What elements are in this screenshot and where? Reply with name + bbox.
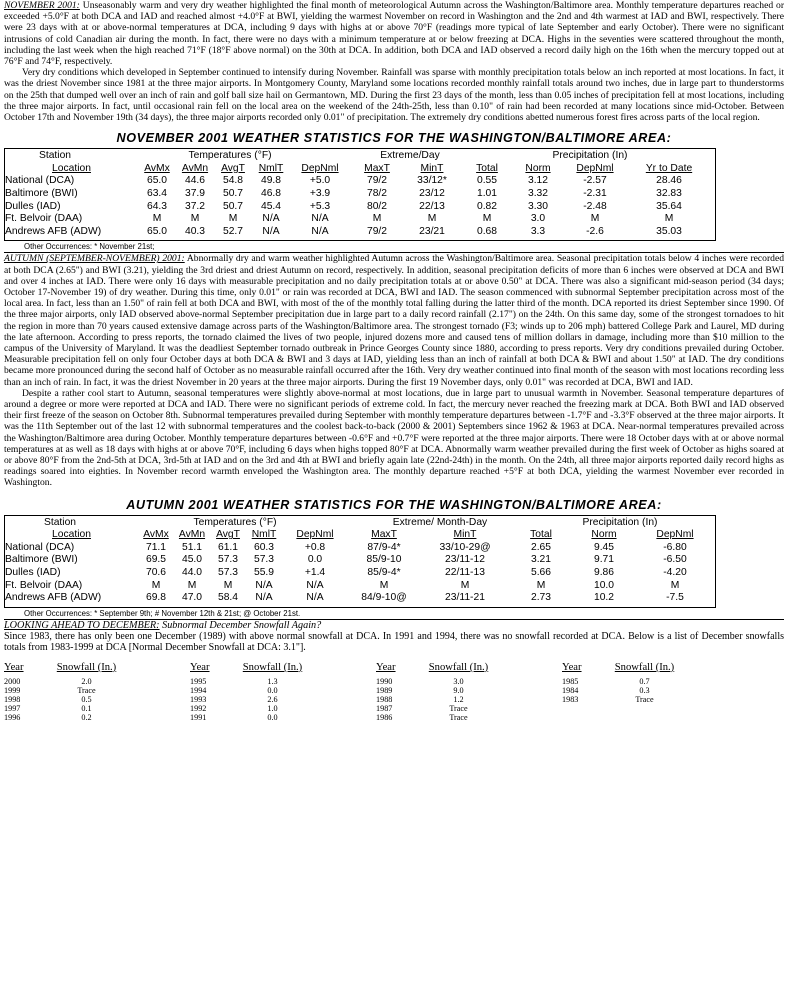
table-row bbox=[5, 567, 715, 580]
table-cell: 69.8 bbox=[145, 592, 167, 604]
table-cell: N/A bbox=[311, 213, 329, 225]
snowfall-value: 0.5 bbox=[81, 694, 92, 704]
snowfall-year: 1983 bbox=[562, 694, 579, 704]
table-row bbox=[5, 580, 715, 593]
column-header: DepNml bbox=[576, 162, 614, 174]
table-cell: 0.82 bbox=[476, 200, 498, 212]
year-header: Year bbox=[190, 661, 210, 673]
column-header: AvMx bbox=[143, 529, 169, 541]
snowfall-year: 1986 bbox=[376, 712, 393, 722]
snowfall-year: 1997 bbox=[4, 703, 21, 713]
snowfall-row bbox=[4, 677, 134, 686]
table-cell: 40.3 bbox=[184, 225, 206, 237]
table-cell: 65.0 bbox=[146, 225, 168, 237]
table-cell: +1.4 bbox=[304, 567, 326, 579]
table-row bbox=[5, 188, 715, 201]
column-header: NmlT bbox=[258, 162, 284, 174]
table-cell: National (DCA) bbox=[5, 175, 75, 187]
snowfall-value: Trace bbox=[449, 712, 468, 722]
column-header: AvMn bbox=[178, 529, 206, 541]
table-row bbox=[5, 201, 715, 214]
november-paragraph-2: Very dry conditions which developed in September continued to intensify during November. Rainfall was sparse with monthly precipitation totals below an inch reported at most locations. In fact, it was the driest November since 1981 at the three major airports. In Montgomery County, Maryland some locations recorded monthly rainfall totals around two inches, due in large part to thunderstorms on the 25th that dumped well over an inch of rain and golf ball size hail on Germantown, MD. During the first 23 days of the month, less than 0.05 inches of precipitation fell at most locations, including the three major airports. In fact, until occasional rain fell on the local area on the weekend of the 24th-25th, less than 0.10" of rain had been recorded at many locations since mid-October. Between October 17th and November 19th (34 days), the three major airports recorded only 0.01" of precipitation. The extremely dry conditions abetted numerous forest fires across parts of the local region. bbox=[4, 67, 784, 124]
snowfall-column-group bbox=[4, 662, 134, 722]
autumn-table-title: AUTUMN 2001 WEATHER STATISTICS FOR THE WASHINGTON/BALTIMORE AREA: bbox=[126, 497, 662, 512]
table-cell: Dulles (IAD) bbox=[5, 200, 61, 212]
table-cell: M bbox=[151, 579, 161, 591]
table-cell: 22/13 bbox=[419, 200, 445, 212]
table-cell: 61.1 bbox=[217, 541, 239, 553]
snowfall-value: 0.7 bbox=[639, 676, 650, 686]
november-stats-section bbox=[4, 131, 784, 253]
column-header: Location bbox=[52, 529, 91, 541]
table-cell: -2.48 bbox=[583, 200, 607, 212]
year-header: Year bbox=[4, 661, 24, 673]
snowfall-row bbox=[376, 713, 506, 722]
column-header: AvMn bbox=[181, 162, 209, 174]
table-cell: 23/21 bbox=[419, 225, 445, 237]
table-cell: 52.7 bbox=[222, 225, 244, 237]
snowfall-value: 3.0 bbox=[453, 676, 464, 686]
snowfall-year: 1985 bbox=[562, 676, 579, 686]
group-temperatures: Temperatures (°F) bbox=[188, 150, 272, 162]
table-cell: 45.0 bbox=[181, 554, 203, 566]
table-cell: 3.30 bbox=[527, 200, 549, 212]
table-cell: 5.66 bbox=[530, 567, 552, 579]
table-cell: N/A bbox=[306, 579, 324, 591]
snowfall-row bbox=[190, 695, 320, 704]
snowfall-value: 1.0 bbox=[267, 703, 278, 713]
snowfall-value: 0.3 bbox=[639, 685, 650, 695]
snowfall-year: 1989 bbox=[376, 685, 393, 695]
table-cell: N/A bbox=[262, 225, 280, 237]
table-cell: Ft. Belvoir (DAA) bbox=[5, 213, 83, 225]
snowfall-year: 1998 bbox=[4, 694, 21, 704]
column-header: Total bbox=[530, 529, 552, 541]
table-cell: M bbox=[228, 213, 238, 225]
table-cell: 23/11-12 bbox=[445, 554, 485, 566]
table-cell: 71.1 bbox=[145, 541, 167, 553]
table-cell: 2.65 bbox=[530, 541, 552, 553]
snowfall-row bbox=[190, 704, 320, 713]
snowfall-row bbox=[190, 677, 320, 686]
november-heading: NOVEMBER 2001: bbox=[4, 0, 80, 11]
table-cell: 51.1 bbox=[181, 541, 203, 553]
table-cell: 3.0 bbox=[530, 213, 546, 225]
snowfall-year: 1991 bbox=[190, 712, 207, 722]
table-cell: 65.0 bbox=[146, 175, 168, 187]
table-cell: N/A bbox=[255, 579, 273, 591]
table-group-header bbox=[5, 517, 715, 530]
november-stats-table bbox=[4, 148, 716, 241]
table-cell: 22/11-13 bbox=[445, 567, 485, 579]
december-snowfall-table bbox=[4, 662, 784, 730]
snowfall-column-group bbox=[376, 662, 506, 722]
table-cell: 87/9-4* bbox=[367, 541, 401, 553]
table-cell: N/A bbox=[255, 592, 273, 604]
column-header: MaxT bbox=[364, 162, 390, 174]
snowfall-value: 0.1 bbox=[81, 703, 92, 713]
column-header: Yr to Date bbox=[645, 162, 693, 174]
table-cell: M bbox=[223, 579, 233, 591]
snowfall-year: 1992 bbox=[190, 703, 207, 713]
table-cell: 69.5 bbox=[145, 554, 167, 566]
column-header: DepNml bbox=[296, 529, 334, 541]
table-cell: 0.55 bbox=[476, 175, 498, 187]
snowfall-row bbox=[376, 704, 506, 713]
group-temperatures: Temperatures (°F) bbox=[193, 516, 277, 528]
column-header: MinT bbox=[453, 529, 477, 541]
snowfall-year: 1995 bbox=[190, 676, 207, 686]
snowfall-header bbox=[376, 662, 506, 674]
table-column-header bbox=[5, 529, 715, 542]
snowfall-year: 2000 bbox=[4, 676, 21, 686]
table-cell: -7.5 bbox=[666, 592, 684, 604]
table-cell: 85/9-10 bbox=[366, 554, 402, 566]
column-header: Norm bbox=[591, 529, 617, 541]
table-cell: 44.6 bbox=[184, 175, 206, 187]
table-cell: 10.2 bbox=[593, 592, 615, 604]
table-cell: 57.3 bbox=[253, 554, 275, 566]
table-cell: 28.46 bbox=[656, 175, 682, 187]
table-cell: 80/2 bbox=[366, 200, 388, 212]
autumn-paragraph-2: Despite a rather cool start to Autumn, seasonal temperatures were slightly above-normal at most locations, due in large part to unusual warmth in November. Seasonal temperature departures of around a degree or more were reported at DCA and IAD. There were no significant periods of extreme cold. In fact, the mercury never reached the freezing mark at DCA. Both BWI and IAD observed their first freeze of the season on October 8th. Subnormal temperatures prevailed during September with monthly temperature departures between -1.7°F and -3.3°F observed at the three major airports. It was the 11th September out of the last 12 with subnormal temperatures and the coolest back-to-back (2000 & 2001) Septembers since 1962 & 1963 at DCA. Near-normal temperatures prevailed across the Washington/Baltimore area during October. Monthly temperature departures between -0.6°F and +0.7°F were reported at the three major airports. There were 18 October days with at or above normal temperatures at as well as 18 days with highs at or above 70°F, including 6 days when highs topped 80°F at DCA. Abnormally warm weather prevailed during the first week of October as highs soared at or above 80°F from the 2nd-5th at DCA, 3rd-5th at IAD and on the 3rd and 4th at BWI and briefly again late (22nd-24th) in the month. On the 24th, all three major airports reported daily record highs as readings soared into eighties. In November record warmth enveloped the Washington area. The monthly departure reached +5°F at both DCA, yielding the warmest November ever recorded in Washington. bbox=[4, 387, 784, 489]
autumn-other-occurrences: Other Occurrences: * September 9th; # November 12th & 21st; @ October 21st. bbox=[24, 608, 301, 618]
table-cell: 84/9-10@ bbox=[361, 592, 407, 604]
column-header: NmlT bbox=[251, 529, 277, 541]
table-cell: 45.4 bbox=[260, 200, 282, 212]
autumn-summary bbox=[4, 253, 784, 488]
table-row bbox=[5, 175, 715, 188]
snowfall-header bbox=[190, 662, 320, 674]
autumn-heading: AUTUMN (SEPTEMBER-NOVEMBER) 2001: bbox=[4, 253, 185, 265]
table-cell: M bbox=[152, 213, 162, 225]
snowfall-row bbox=[4, 704, 134, 713]
table-cell: N/A bbox=[311, 225, 329, 237]
table-cell: 55.9 bbox=[253, 567, 275, 579]
column-header: DepNml bbox=[301, 162, 339, 174]
snowfall-row bbox=[376, 677, 506, 686]
column-header: MinT bbox=[420, 162, 444, 174]
table-cell: -6.50 bbox=[663, 554, 687, 566]
table-cell: Baltimore (BWI) bbox=[5, 188, 78, 200]
table-cell: 9.86 bbox=[593, 567, 615, 579]
column-header: Total bbox=[476, 162, 498, 174]
column-header: AvMx bbox=[144, 162, 170, 174]
table-cell: -6.80 bbox=[663, 541, 687, 553]
column-header: AvgT bbox=[216, 529, 240, 541]
snowfall-header-label: Snowfall (In.) bbox=[428, 661, 489, 673]
table-cell: -2.31 bbox=[583, 188, 607, 200]
column-header: DepNml bbox=[656, 529, 694, 541]
table-cell: 78/2 bbox=[366, 188, 388, 200]
snowfall-row bbox=[190, 686, 320, 695]
snowfall-row bbox=[562, 677, 692, 686]
snowfall-row bbox=[4, 713, 134, 722]
table-cell: 10.0 bbox=[593, 579, 615, 591]
snowfall-value: 9.0 bbox=[453, 685, 464, 695]
table-cell: +3.9 bbox=[309, 188, 331, 200]
group-extreme: Extreme/Day bbox=[380, 150, 440, 162]
table-row bbox=[5, 592, 715, 605]
table-cell: Andrews AFB (ADW) bbox=[5, 592, 102, 604]
november-table-title: NOVEMBER 2001 WEATHER STATISTICS FOR THE WASHINGTON/BALTIMORE AREA: bbox=[116, 131, 672, 146]
snowfall-year: 1984 bbox=[562, 685, 579, 695]
table-cell: M bbox=[536, 579, 546, 591]
table-cell: 49.8 bbox=[260, 175, 282, 187]
table-row bbox=[5, 554, 715, 567]
snowfall-year: 1990 bbox=[376, 676, 393, 686]
table-cell: 35.64 bbox=[656, 200, 682, 212]
table-cell: 50.7 bbox=[222, 200, 244, 212]
column-header: AvgT bbox=[221, 162, 245, 174]
table-cell: 85/9-4* bbox=[367, 567, 401, 579]
table-cell: 57.3 bbox=[217, 567, 239, 579]
table-cell: +0.8 bbox=[304, 541, 326, 553]
autumn-stats-section bbox=[4, 498, 784, 620]
column-header: Norm bbox=[525, 162, 551, 174]
autumn-stats-table bbox=[4, 515, 716, 608]
table-cell: 64.3 bbox=[146, 200, 168, 212]
table-cell: 3.21 bbox=[530, 554, 552, 566]
table-column-header bbox=[5, 163, 715, 176]
december-heading-line bbox=[4, 620, 784, 631]
table-cell: 37.9 bbox=[184, 188, 206, 200]
snowfall-row bbox=[190, 713, 320, 722]
table-cell: Baltimore (BWI) bbox=[5, 554, 78, 566]
table-cell: 23/12 bbox=[419, 188, 445, 200]
table-cell: +5.0 bbox=[309, 175, 331, 187]
december-outlook bbox=[4, 620, 784, 730]
group-extreme: Extreme/ Month-Day bbox=[392, 516, 488, 528]
table-cell: -2.57 bbox=[583, 175, 607, 187]
column-header: MaxT bbox=[371, 529, 397, 541]
snowfall-column-group bbox=[562, 662, 692, 704]
snowfall-year: 1987 bbox=[376, 703, 393, 713]
december-subheading: Subnormal December Snowfall Again? bbox=[162, 619, 322, 631]
snowfall-value: Trace bbox=[449, 703, 468, 713]
table-cell: 1.01 bbox=[476, 188, 498, 200]
snowfall-value: 1.3 bbox=[267, 676, 278, 686]
snowfall-row bbox=[562, 695, 692, 704]
snowfall-value: 0.0 bbox=[267, 685, 278, 695]
column-header: Location bbox=[52, 162, 91, 174]
table-cell: N/A bbox=[306, 592, 324, 604]
table-cell: M bbox=[372, 213, 382, 225]
snowfall-value: 2.6 bbox=[267, 694, 278, 704]
table-cell: 2.73 bbox=[530, 592, 552, 604]
snowfall-value: 0.2 bbox=[81, 712, 92, 722]
snowfall-row bbox=[4, 695, 134, 704]
snowfall-value: Trace bbox=[635, 694, 654, 704]
table-cell: 50.7 bbox=[222, 188, 244, 200]
snowfall-header bbox=[4, 662, 134, 674]
table-cell: 79/2 bbox=[366, 175, 388, 187]
snowfall-header-label: Snowfall (In.) bbox=[614, 661, 675, 673]
table-cell: 0.0 bbox=[307, 554, 323, 566]
snowfall-year: 1993 bbox=[190, 694, 207, 704]
november-other-occurrences: Other Occurrences: * November 21st; bbox=[24, 242, 155, 252]
december-paragraph: Since 1983, there has only been one December (1989) with above normal snowfall at DCA. In 1991 and 1994, there was no snowfall recorded at DCA. Below is a list of December snowfalls totals from 1983-1999 at DCA [Normal December Snowfall at DCA: 3.1"]. bbox=[4, 631, 784, 654]
table-cell: 79/2 bbox=[366, 225, 388, 237]
table-body bbox=[5, 175, 715, 238]
snowfall-value: 0.0 bbox=[267, 712, 278, 722]
snowfall-row bbox=[376, 695, 506, 704]
snowfall-year: 1996 bbox=[4, 712, 21, 722]
snowfall-header-label: Snowfall (In.) bbox=[242, 661, 303, 673]
snowfall-year: 1988 bbox=[376, 694, 393, 704]
table-cell: -2.6 bbox=[586, 225, 604, 237]
table-cell: 47.0 bbox=[181, 592, 203, 604]
document-page bbox=[4, 0, 784, 730]
table-cell: Ft. Belvoir (DAA) bbox=[5, 579, 83, 591]
table-cell: 9.71 bbox=[593, 554, 615, 566]
table-cell: 46.8 bbox=[260, 188, 282, 200]
table-cell: 33/10-29@ bbox=[439, 541, 491, 553]
table-cell: Andrews AFB (ADW) bbox=[5, 225, 102, 237]
table-cell: 70.6 bbox=[145, 567, 167, 579]
snowfall-year: 1999 bbox=[4, 685, 21, 695]
table-cell: 58.4 bbox=[217, 592, 239, 604]
table-cell: M bbox=[460, 579, 470, 591]
table-cell: 63.4 bbox=[146, 188, 168, 200]
table-cell: 3.3 bbox=[530, 225, 546, 237]
table-cell: N/A bbox=[262, 213, 280, 225]
snowfall-value: 1.2 bbox=[453, 694, 464, 704]
snowfall-value: Trace bbox=[77, 685, 96, 695]
table-cell: M bbox=[670, 579, 680, 591]
table-body bbox=[5, 542, 715, 605]
table-cell: M bbox=[379, 579, 389, 591]
table-cell: 3.32 bbox=[527, 188, 549, 200]
table-cell: National (DCA) bbox=[5, 541, 75, 553]
table-cell: 37.2 bbox=[184, 200, 206, 212]
table-cell: M bbox=[427, 213, 437, 225]
snowfall-header-label: Snowfall (In.) bbox=[56, 661, 117, 673]
group-precipitation: Precipitation (In) bbox=[552, 150, 628, 162]
group-station: Station bbox=[43, 516, 77, 528]
table-cell: 0.68 bbox=[476, 225, 498, 237]
table-row bbox=[5, 542, 715, 555]
snowfall-header bbox=[562, 662, 692, 674]
table-cell: 54.8 bbox=[222, 175, 244, 187]
table-row bbox=[5, 213, 715, 226]
snowfall-value: 2.0 bbox=[81, 676, 92, 686]
table-cell: Dulles (IAD) bbox=[5, 567, 61, 579]
table-cell: 57.3 bbox=[217, 554, 239, 566]
table-cell: 23/11-21 bbox=[445, 592, 485, 604]
table-cell: 32.83 bbox=[656, 188, 682, 200]
snowfall-row bbox=[562, 686, 692, 695]
table-cell: M bbox=[590, 213, 600, 225]
snowfall-year: 1994 bbox=[190, 685, 207, 695]
table-cell: 9.45 bbox=[593, 541, 615, 553]
snowfall-row bbox=[4, 686, 134, 695]
november-summary bbox=[4, 0, 784, 123]
table-cell: +5.3 bbox=[309, 200, 331, 212]
table-cell: 33/12* bbox=[417, 175, 447, 187]
table-cell: M bbox=[187, 579, 197, 591]
table-row bbox=[5, 226, 715, 239]
table-cell: 60.3 bbox=[253, 541, 275, 553]
snowfall-column-group bbox=[190, 662, 320, 722]
table-group-header bbox=[5, 150, 715, 163]
table-cell: M bbox=[664, 213, 674, 225]
table-cell: M bbox=[190, 213, 200, 225]
table-cell: 3.12 bbox=[527, 175, 549, 187]
group-precipitation: Precipitation (In) bbox=[582, 516, 658, 528]
snowfall-row bbox=[376, 686, 506, 695]
year-header: Year bbox=[376, 661, 396, 673]
table-cell: 44.0 bbox=[181, 567, 203, 579]
autumn-paragraph-1: AUTUMN (SEPTEMBER-NOVEMBER) 2001: Abnormally dry and warm weather highlighted Autumn across the Washington/Baltimore area. Seasonal precipitation totals below 4 inches were recorded at both DCA (2.65") and BWI (3.21), yielding the 3rd driest and driest Autumn on record, respectively. In addition, seasonal precipitation deficits of more than 6 inches were observed at DCA and BWI and over 4 inches at IAD. There were only 16 days with measurable precipitation and no daily precipitation totals at or above 0.50" at DCA. There was also a significant mid-season period (34 days; October 17-November 19) of dry weather. During this time, only 0.01" or rain was recorded at DCA, BWI and IAD. The season commenced with subnormal September precipitation across most of the local area. In fact, less than an 1.50" of rain fell at both DCA and BWI, with most of the of the monthly total falling during the latter third of the month. DCA reported its driest September since 1990. Of the three major airports, only IAD observed above-normal September precipitation due in large part to a daily record rainfall (2.17") on the 24th. On this same day, some of the strongest tornadoes to hit the region in more than 70 years caused extensive damage across parts of the Washington/Baltimore area. The strongest tornado (F3; winds up to 206 mph) battered College Park and Laurel, MD during the late afternoon. According to press reports, the tornado claimed the lives of two people, injured dozens more and caused tens of million dollars in damage, including more than $10 million to the campus of the University of Maryland. It was the deadliest September tornado outbreak in Prince Georges County since 1880, according to press reports. Very dry conditions prevailed during October. Measurable precipitation fell on only four October days at both DCA & BWI and 3 days at IAD, yielding less than an inch of rainfall at both DCA & BWI and about 1.50" at IAD. The dry conditions became more pronounced during the second half of October as no measurable rainfall occurred after the 16th. Very dry weather continued into final month of the season with most locations recording less than an inch of rain. In fact, it was the driest November in 20 years at the three major airports. During the first 19 November days, only 0.01" was recorded at DCA, BWI and IAD. bbox=[4, 253, 784, 388]
table-cell: M bbox=[482, 213, 492, 225]
year-header: Year bbox=[562, 661, 582, 673]
november-paragraph-1: NOVEMBER 2001: Unseasonably warm and very dry weather highlighted the final month of meteorological Autumn across the Washington/Baltimore area. Monthly temperature departures reached or exceeded +5.0°F at both DCA and IAD and reached almost +4.0°F at BWI, yielding the warmest November on record in Washington and the 2nd and 4th warmest at IAD and BWI, respectively. There were 23 days with at or above-normal temperatures at DCA, including 9 days with highs at or above 70°F (readings more typical of late September and early October). There were no significant intrusions of cold Canadian air during the month. In fact, there were no days with a minimum temperature at or below freezing at DCA. Highs in the seventies were scattered throughout the month, including the last week when the high reached 71°F (18°F above normal) on the 30th at DCA. In addition, both DCA and IAD observed a record daily high on the 16th when the mercury topped out at 76°F and 74°F, respectively. bbox=[4, 0, 785, 68]
group-station: Station bbox=[38, 150, 72, 162]
december-heading: LOOKING AHEAD TO DECEMBER: bbox=[4, 619, 160, 631]
table-cell: -4.20 bbox=[663, 567, 687, 579]
table-cell: 35.03 bbox=[656, 225, 682, 237]
